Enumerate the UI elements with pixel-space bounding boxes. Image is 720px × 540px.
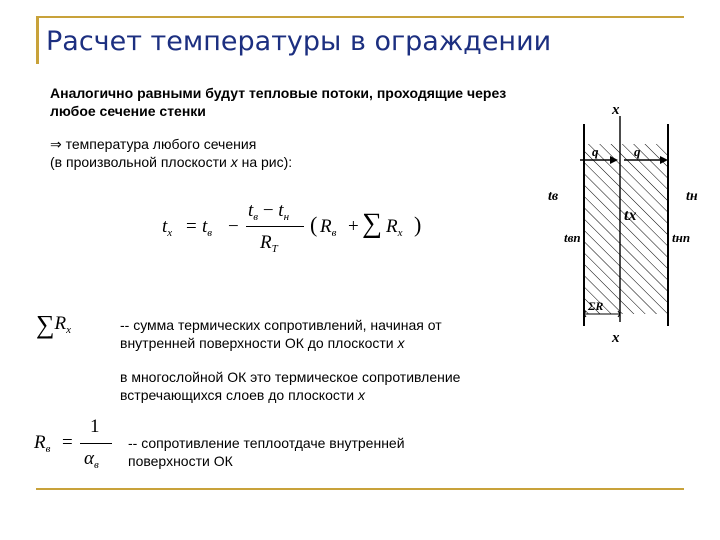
rv-denominator	[84, 448, 99, 470]
wall-diagram	[540, 96, 710, 356]
consequence-line-2	[50, 153, 292, 171]
frame-bottom-border	[36, 488, 684, 490]
label-q-right: q	[634, 144, 641, 159]
label-t-in: tв	[548, 189, 559, 204]
formula-minus: −	[228, 216, 239, 237]
rv-r: R	[34, 432, 46, 453]
multilayer-line-1: в многослойной ОК это термическое сопротивление	[120, 369, 461, 385]
formula-r-in-r: R	[320, 216, 332, 237]
multilayer-line-2-var: x	[358, 387, 365, 403]
rv-desc-1: -- сопротивление теплоотдаче внутренней	[128, 435, 405, 451]
sum-rx-desc-1: -- сумма термических сопротивлений, начиная от	[120, 317, 442, 333]
label-q-left: q	[592, 144, 599, 159]
label-t-in-surface: tвп	[564, 230, 581, 245]
formula-t-in-sub: в	[207, 227, 213, 239]
intro-line-1: Аналогично равными будут тепловые потоки, проходящие через	[50, 85, 507, 101]
den-r-sub: T	[271, 243, 278, 255]
formula-lhs-t: t	[162, 216, 168, 237]
wall-hatch	[584, 144, 668, 314]
consequence-suffix: на рис):	[237, 154, 293, 170]
sum-rx-desc-2-var: x	[397, 335, 405, 351]
sum-rx-sigma: ∑	[36, 310, 55, 339]
rv-fraction-bar	[80, 443, 112, 444]
label-t-out: tн	[686, 189, 698, 204]
rv-desc-2: поверхности ОК	[128, 453, 233, 469]
label-t-x: tx	[624, 207, 637, 224]
formula-r-x-r: R	[386, 216, 398, 237]
sum-rx-desc-2	[120, 334, 404, 352]
sum-rx-symbol	[36, 306, 72, 339]
consequence-var: x	[230, 154, 238, 170]
rv-r-sub: в	[45, 443, 51, 455]
num-minus: −	[262, 200, 274, 221]
label-x-bottom: x	[612, 330, 620, 346]
frame-top-border	[36, 16, 684, 18]
intro-line-2: любое сечение стенки	[50, 103, 206, 119]
slide-title: Расчет температуры в ограждении	[46, 26, 552, 57]
multilayer-line-2	[120, 386, 365, 404]
num-t-out-sub: н	[283, 211, 290, 223]
multilayer-line-2-prefix: встречающихся слоев до плоскости	[120, 387, 358, 403]
num-t-in: t	[248, 200, 254, 221]
den-r: R	[260, 232, 272, 253]
num-t-in-sub: в	[253, 211, 259, 223]
consequence-prefix: (в произвольной плоскости	[50, 154, 231, 170]
formula-equals: =	[186, 216, 197, 237]
formula-t-in-t: t	[202, 216, 208, 237]
sum-rx-r: R	[54, 313, 67, 334]
formula-plus: +	[348, 216, 359, 237]
paren-close: )	[414, 212, 422, 237]
rv-alpha: α	[84, 448, 94, 469]
label-t-out-surface: tнп	[672, 230, 691, 245]
rv-alpha-sub: в	[93, 459, 99, 471]
label-sum-r: ΣR	[588, 299, 604, 313]
rv-formula	[34, 414, 124, 474]
rv-lhs	[34, 432, 50, 454]
num-t-out: t	[278, 200, 284, 221]
formula-denominator	[260, 232, 278, 254]
formula-sum: ∑	[362, 208, 382, 239]
sum-rx-desc-2-prefix: внутренней поверхности ОК до плоскости	[120, 335, 398, 351]
sum-rx-sub: x	[66, 324, 72, 336]
formula-lhs	[162, 216, 172, 238]
formula-r-x-sub: x	[397, 227, 403, 239]
frame-left-border	[36, 16, 39, 64]
consequence-line-1: ⇒ температура любого сечения	[50, 136, 257, 152]
formula-r-x	[386, 216, 403, 238]
main-formula	[162, 196, 432, 262]
paren-open: (	[310, 212, 318, 237]
formula-r-in-sub: в	[331, 227, 337, 239]
rv-equals: =	[62, 432, 73, 453]
formula-t-in	[202, 216, 212, 238]
formula-r-in	[320, 216, 336, 238]
fraction-bar	[246, 226, 304, 227]
formula-lhs-sub: x	[167, 227, 173, 239]
label-x-top: x	[612, 102, 620, 118]
formula-numerator	[248, 200, 289, 222]
rv-numerator: 1	[90, 416, 100, 437]
